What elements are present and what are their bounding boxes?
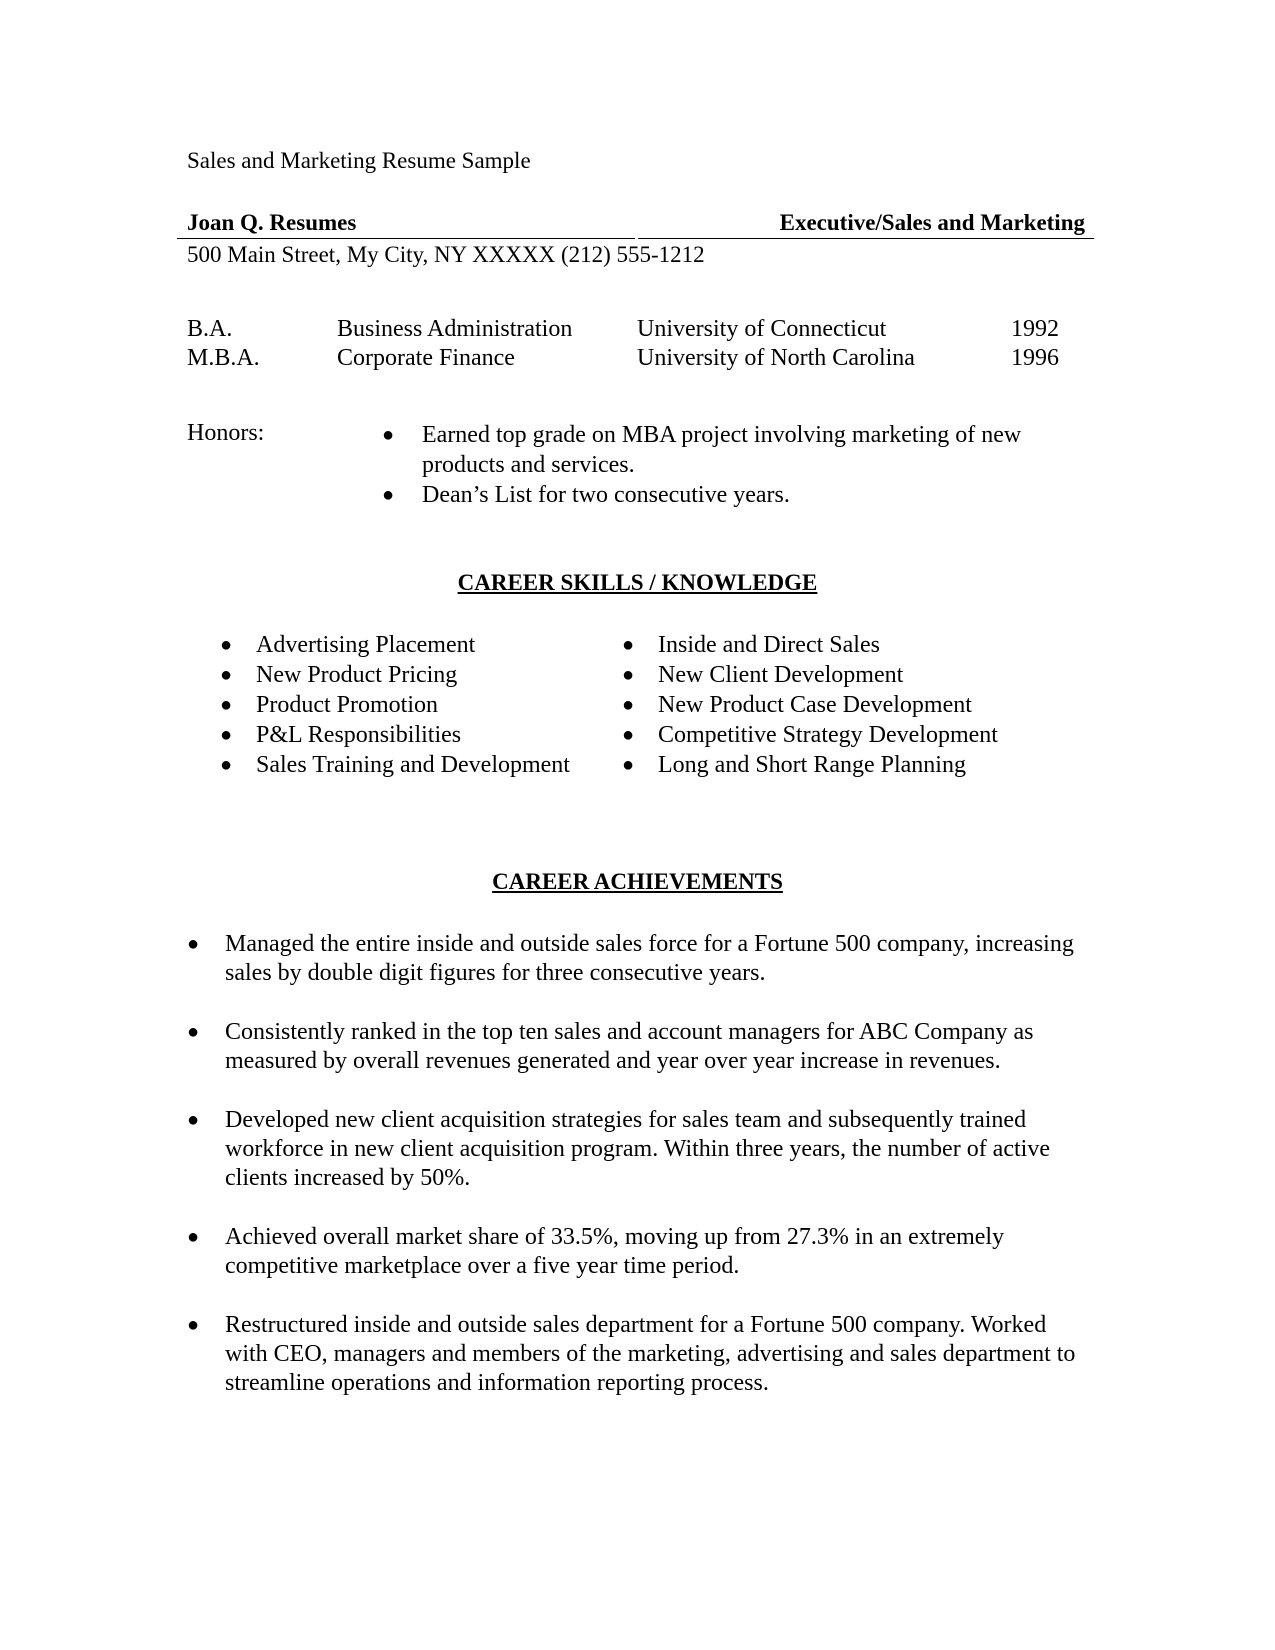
list-item — [187, 1018, 1087, 1076]
skill-text: Inside and Direct Sales — [658, 632, 880, 658]
bullet-icon: ● — [382, 424, 395, 446]
bullet-icon: ● — [220, 724, 233, 746]
skill-text: Advertising Placement — [256, 632, 476, 658]
list-item — [622, 720, 998, 750]
bullet-icon: ● — [382, 484, 395, 506]
skills-heading: CAREER SKILLS / KNOWLEDGE — [457, 570, 818, 595]
education-row — [0, 316, 1275, 346]
list-item — [622, 750, 998, 780]
edu-degree: M.B.A. — [187, 345, 260, 371]
honors-list — [382, 420, 1062, 510]
bullet-icon: ● — [220, 634, 233, 656]
skill-text: Competitive Strategy Development — [658, 722, 998, 748]
edu-school: University of Connecticut — [637, 316, 887, 342]
skill-text: New Product Case Development — [658, 692, 972, 718]
contact-line: 500 Main Street, My City, NY XXXXX (212) 555-1212 — [187, 242, 705, 267]
header-rule-left — [177, 238, 635, 239]
honors-label: Honors: — [187, 420, 265, 446]
bullet-icon: ● — [220, 694, 233, 716]
list-item — [382, 480, 1062, 510]
bullet-icon: ● — [187, 933, 200, 955]
list-item — [382, 420, 1062, 480]
list-item — [220, 690, 570, 720]
bullet-icon: ● — [187, 1109, 200, 1131]
list-item — [220, 660, 570, 690]
bullet-icon: ● — [220, 664, 233, 686]
achievement-text: Consistently ranked in the top ten sales and account managers for ABC Company as measured by overall revenues generated and year over year increase in revenues. — [225, 1019, 1034, 1074]
candidate-name: Joan Q. Resumes — [187, 210, 357, 235]
list-item — [220, 720, 570, 750]
achievements-heading: CAREER ACHIEVEMENTS — [492, 869, 783, 894]
skill-text: Product Promotion — [256, 692, 439, 718]
skills-list-left — [220, 630, 570, 780]
skills-list-right — [622, 630, 998, 780]
candidate-role: Executive/Sales and Marketing — [779, 210, 1085, 235]
skill-text: Long and Short Range Planning — [658, 752, 966, 778]
skill-text: Sales Training and Development — [256, 752, 570, 778]
list-item — [187, 930, 1087, 988]
edu-degree: B.A. — [187, 316, 233, 342]
bullet-icon: ● — [622, 694, 635, 716]
achievement-text: Managed the entire inside and outside sales force for a Fortune 500 company, increasing sales by double digit figures for three consecutive years. — [225, 931, 1074, 986]
list-item — [220, 750, 570, 780]
honor-text: Dean’s List for two consecutive years. — [422, 482, 790, 508]
edu-major: Business Administration — [337, 316, 573, 342]
bullet-icon: ● — [622, 664, 635, 686]
list-item — [622, 690, 998, 720]
bullet-icon: ● — [187, 1021, 200, 1043]
skill-text: P&L Responsibilities — [256, 722, 462, 748]
education-row — [0, 345, 1275, 375]
list-item — [187, 1223, 1087, 1281]
edu-year: 1992 — [1011, 316, 1059, 342]
honor-text: Earned top grade on MBA project involving marketing of new products and services. — [422, 422, 1022, 478]
bullet-icon: ● — [220, 754, 233, 776]
bullet-icon: ● — [187, 1226, 200, 1248]
list-item — [187, 1106, 1087, 1193]
list-item — [220, 630, 570, 660]
achievement-text: Restructured inside and outside sales department for a Fortune 500 company. Worked with CEO, managers and members of the marketing, advertising and sales department to streamline operations and information reporting process. — [225, 1312, 1076, 1396]
bullet-icon: ● — [622, 754, 635, 776]
document-title: Sales and Marketing Resume Sample — [187, 148, 531, 173]
bullet-icon: ● — [622, 724, 635, 746]
skill-text: New Client Development — [658, 662, 904, 688]
list-item — [622, 660, 998, 690]
achievements-list — [187, 930, 1087, 1428]
list-item — [187, 1311, 1087, 1398]
skill-text: New Product Pricing — [256, 662, 458, 688]
achievement-text: Achieved overall market share of 33.5%, moving up from 27.3% in an extremely competitive marketplace over a five year time period. — [225, 1224, 1005, 1279]
edu-year: 1996 — [1011, 345, 1059, 371]
edu-major: Corporate Finance — [337, 345, 515, 371]
header-rule-right — [638, 238, 1094, 239]
bullet-icon: ● — [187, 1314, 200, 1336]
bullet-icon: ● — [622, 634, 635, 656]
achievement-text: Developed new client acquisition strategies for sales team and subsequently trained workforce in new client acquisition program. Within three years, the number of active clients increased by 50%. — [225, 1107, 1050, 1191]
list-item — [622, 630, 998, 660]
edu-school: University of North Carolina — [637, 345, 915, 371]
